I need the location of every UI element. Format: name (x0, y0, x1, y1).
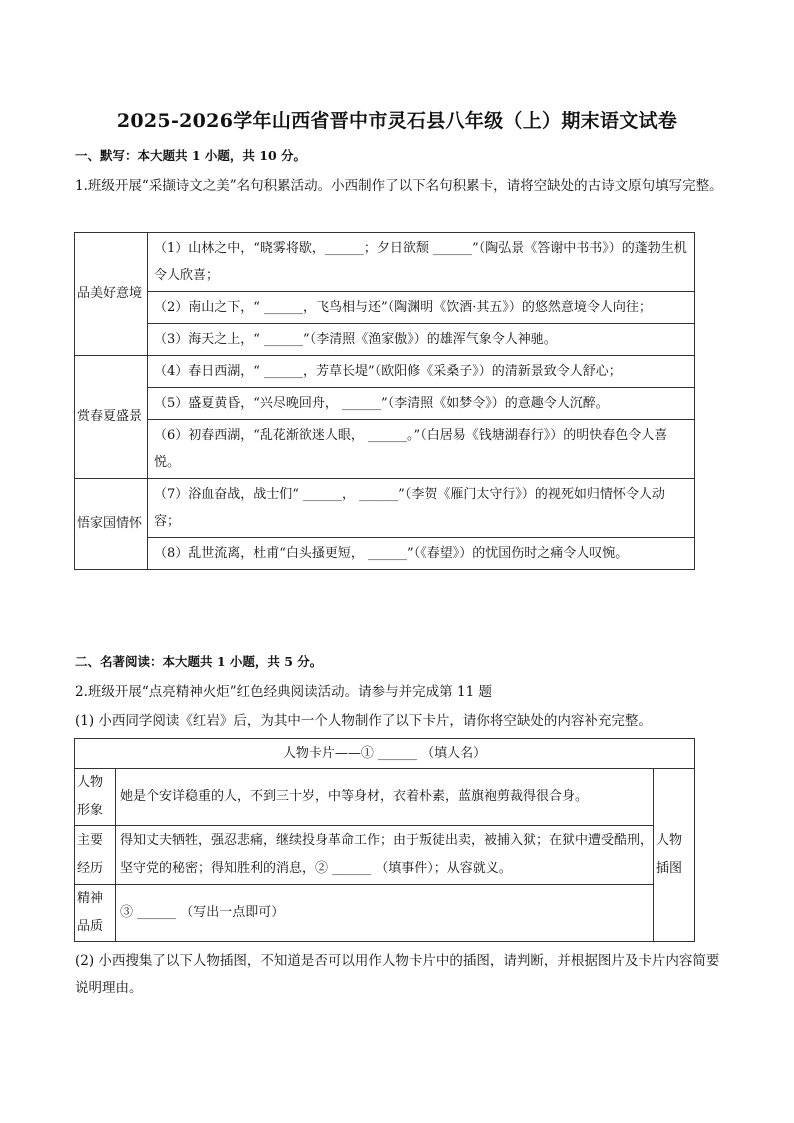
poem-item: （8）乱世流离，杜甫“白头搔更短， ______”（《春望》）的忧国伤时之痛令人叹惋。 (148, 538, 695, 570)
table-row (75, 538, 695, 570)
category-label: 品美好意境 (75, 233, 148, 356)
poem-item: （1）山林之中，“晓雾将歇，______；夕日欲颓 ______”（陶弘景《答谢中书书》）的蓬勃生机令人欣喜； (148, 233, 695, 292)
row-content: ③ ______ （写出一点即可） (116, 885, 654, 942)
illustration-placeholder: 人物插图 (654, 769, 695, 942)
poem-card-table (74, 232, 695, 570)
poem-item: （7）浴血奋战，战士们“ ______， ______”（李贺《雁门太守行》）的视死如归情怀令人动容； (148, 479, 695, 538)
character-card-table (74, 738, 695, 942)
exam-title: 2025-2026学年山西省晋中市灵石县八年级（上）期末语文试卷 (116, 110, 678, 132)
row-content: 得知丈夫牺牲，强忍悲痛，继续投身革命工作；由于叛徒出卖，被捕入狱；在狱中遭受酷刑，坚守党的秘密；得知胜利的消息，② ______ （填事件）；从容就义。 (116, 826, 654, 885)
poem-item: （5）盛夏黄昏，“兴尽晚回舟， ______”（李清照《如梦令》）的意趣令人沉醉。 (148, 388, 695, 420)
sub-question-1: (1) 小西同学阅读《红岩》后，为其中一个人物制作了以下卡片，请你将空缺处的内容补充完整。 (75, 713, 652, 729)
row-label: 主要经历 (75, 826, 116, 885)
card-header: 人物卡片——① ______ （填人名） (75, 739, 695, 769)
poem-item: （3）海天之上，“ ______”（李清照《渔家傲》）的雄浑气象令人神驰。 (148, 324, 695, 356)
question-1-text: 1.班级开展“采撷诗文之美”名句积累活动。小西制作了以下名句积累卡，请将空缺处的古诗文原句填写完整。 (75, 178, 723, 194)
sub-question-2: (2) 小西搜集了以下人物插图，不知道是否可以用作人物卡片中的插图，请判断，并根据图片及卡片内容简要说明理由。 (75, 953, 720, 996)
table-row (75, 292, 695, 324)
table-row (75, 739, 695, 769)
table-row (75, 233, 695, 292)
table-row (75, 769, 695, 826)
table-row (75, 388, 695, 420)
poem-item: （2）南山之下，“ ______，飞鸟相与还”（陶渊明《饮酒·其五》）的悠然意境令人向往； (148, 292, 695, 324)
table-row (75, 420, 695, 479)
poem-item: （4）春日西湖，“ ______，芳草长堤”（欧阳修《采桑子》）的清新景致令人舒心； (148, 356, 695, 388)
row-label: 人物形象 (75, 769, 116, 826)
question-2-text: 2.班级开展“点亮精神火炬”红色经典阅读活动。请参与并完成第 11 题 (75, 684, 492, 700)
table-row (75, 826, 695, 885)
row-label: 精神品质 (75, 885, 116, 942)
poem-item: （6）初春西湖，“乱花渐欲迷人眼， ______。”（白居易《钱塘湖春行》）的明快春色令人喜悦。 (148, 420, 695, 479)
section2-heading: 二、名著阅读：本大题共 1 小题，共 5 分。 (75, 654, 323, 669)
section1-heading: 一、默写：本大题共 1 小题，共 10 分。 (75, 148, 307, 163)
table-row (75, 356, 695, 388)
category-label: 赏春夏盛景 (75, 356, 148, 479)
table-row (75, 885, 695, 942)
table-row (75, 324, 695, 356)
row-content: 她是个安详稳重的人，不到三十岁，中等身材，衣着朴素，蓝旗袍剪裁得很合身。 (116, 769, 654, 826)
category-label: 悟家国情怀 (75, 479, 148, 570)
table-row (75, 479, 695, 538)
